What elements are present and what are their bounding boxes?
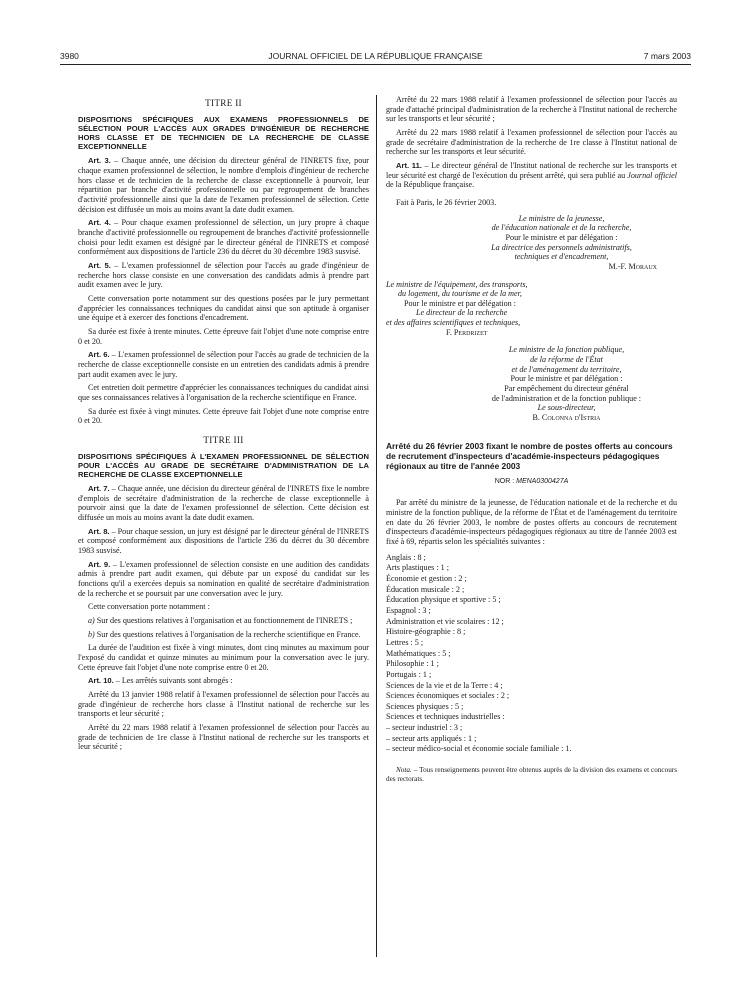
list-item: a) Sur des questions relatives à l'organisation et au fonctionnement de l'INRETS ; <box>88 616 353 626</box>
list-item: – secteur industriel : 3 ; <box>386 723 463 733</box>
article-5: Art. 5. – L'examen professionnel de sélection pour l'accès au grade d'ingénieur de recherche hors classe consiste en une conversation des candidats admis à prendre part audit examen avec le jury. <box>78 261 369 290</box>
article-label: Art. 3. <box>88 156 111 166</box>
arrete-title: Arrêté du 26 février 2003 fixant le nombre de postes offerts au concours de recrutement d'inspecteurs d'académie-inspecteurs pédagogiques régionaux au titre de l'année 2003 <box>386 440 673 471</box>
titre-iii-heading: TITRE III <box>203 434 244 445</box>
signature-block-equipement: Le ministre de l'équipement, des transports, du logement, du tourisme et de la mer, Pour le ministre et par délégation : Le directeur de la recherche et des affaires scientifiques et techniques, F. Perdrizet <box>386 280 677 338</box>
right-column <box>386 95 677 787</box>
nota-footnote: Nota. – Tous renseignements peuvent être obtenus auprès de la division des examens et concours des rectorats. <box>386 766 677 783</box>
paragraph: Cet entretien doit permettre d'apprécier les connaissances techniques du candidat ainsi que ses connaissances relatives à l'organisation de la recherche scientifique en France. <box>78 383 369 402</box>
article-4: Art. 4. – Pour chaque examen professionnel de sélection, un jury propre à chaque branche d'activité professionnelle ou regroupement de branches d'activité professionnelle choisi pour ledit examen est désigné par le directeur général de l'INRETS et composé conformément aux dispositions de l'article 236 du décret du 30 décembre 1983 susvisé. <box>78 218 369 257</box>
signature-block-fonction-publique: Le ministre de la fonction publique, de la réforme de l'État et de l'aménagement du territoire, Pour le ministre et par délégation : Par empêchement du directeur général de l'administration et de la fonction publique : Le sous-directeur, B. Colonna d'Istria <box>386 345 677 422</box>
signatory-name: F. Perdrizet <box>446 327 488 337</box>
article-label: Art. 9. <box>88 559 111 569</box>
list-item: Histoire-géographie : 8 ; <box>386 627 466 637</box>
article-label: Art. 11. <box>396 160 422 170</box>
article-label: Art. 4. <box>88 218 111 228</box>
paragraph: Arrêté du 13 janvier 1988 relatif à l'examen professionnel de sélection pour l'accès au grade d'ingénieur de recherche hors classe à l'Institut national de recherche sur les transports et leur sécurité ; <box>78 689 369 719</box>
list-item: Lettres : 5 ; <box>386 637 424 647</box>
article-label: Art. 5. <box>88 261 111 271</box>
article-7: Art. 7. – Chaque année, une décision du directeur général de l'INRETS fixe le nombre d'emplois de secrétaire d'administration de la recherche de classe exceptionnelle à pourvoir ainsi que la date de l'examen professionnel de sélection. Cette décision est diffusée un mois au moins avant la date dudit examen. <box>78 484 369 523</box>
list-item: Sciences et techniques industrielles : <box>386 712 505 722</box>
page-number: 3980 <box>60 51 79 61</box>
list-item: Mathématiques : 5 ; <box>386 648 451 658</box>
column-divider <box>376 95 377 957</box>
paragraph: Cette conversation porte notamment : <box>88 602 210 612</box>
list-item: Sciences de la vie et de la Terre : 4 ; <box>386 680 503 690</box>
paragraph: Arrêté du 22 mars 1988 relatif à l'examen professionnel de sélection pour l'accès au grade de technicien de 1re classe à l'Institut national de recherche sur les transports et leur sécurité ; <box>78 722 369 752</box>
paragraph: Arrêté du 22 mars 1988 relatif à l'examen professionnel de sélection pour l'accès au grade d'attaché principal d'administration de la recherche à l'Institut national de recherche sur les transports et leur sécurité ; <box>386 95 677 124</box>
list-item: Éducation physique et sportive : 5 ; <box>386 595 501 605</box>
page-header <box>60 51 691 65</box>
article-label: Art. 6. <box>88 350 110 360</box>
specialites-list <box>386 553 677 754</box>
nor-reference: NOR : MENA0300427A <box>494 477 569 485</box>
article-3: Art. 3. – Chaque année, une décision du directeur général de l'INRETS fixe, pour chaque examen professionnel de sélection, le nombre d'emplois d'ingénieur de recherche hors classe et de technicien de la recherche de classe exceptionnelle à pourvoir, leur répartition par branche d'activité professionnelle ou par regroupement de branches d'activité professionnelle ainsi que la date de l'examen professionnel de sélection. Cette décision est diffusée un mois au moins avant la date dudit examen. <box>78 156 369 214</box>
list-item: Administration et vie scolaires : 12 ; <box>386 616 504 626</box>
arrete-intro: Par arrêté du ministre de la jeunesse, de l'éducation nationale et de la recherche et du ministre de la fonction publique, de la réforme de l'État et de l'aménagement du territoire en date du 26 février 2003, le nombre de postes offerts au concours de recrutement d'inspecteurs d'académie-inspecteurs pédagogiques régionaux au titre de l'année 2003 est fixé à 69, répartis selon les spécialités suivantes : <box>386 498 677 546</box>
titre-ii-heading: TITRE II <box>205 98 242 108</box>
list-item: b) Sur des questions relatives à l'organisation de la recherche scientifique en France. <box>88 629 361 639</box>
journal-title: JOURNAL OFFICIEL DE LA RÉPUBLIQUE FRANÇAISE <box>268 51 483 61</box>
article-9: Art. 9. – L'examen professionnel de sélection consiste en une audition des candidats admis à prendre part audit examen, qui débute par un exposé du candidat sur les fonctions qu'il a exercées depuis sa nomination en qualité de secrétaire d'administration de la recherche et se poursuit par une conversation avec le jury. <box>78 559 369 598</box>
section-ii-heading: DISPOSITIONS SPÉCIFIQUES AUX EXAMENS PROFESSIONNELS DE SÉLECTION POUR L'ACCÈS AUX GRADES D'INGÉNIEUR DE RECHERCHE HORS CLASSE ET DE TECHNICIEN DE LA RECHERCHE DE CLASSE EXCEPTIONNELLE <box>78 114 369 152</box>
article-11: Art. 11. – Le directeur général de l'Institut national de recherche sur les transports et leur sécurité est chargé de l'exécution du présent arrêté, qui sera publié au Journal officiel de la République française. <box>386 160 677 190</box>
list-item: Économie et gestion : 2 ; <box>386 573 467 583</box>
list-item: Portugais : 1 ; <box>386 669 432 679</box>
article-label: Art. 8. <box>88 526 110 536</box>
signature-block-education: Le ministre de la jeunesse, de l'éducation nationale et de la recherche, Pour le ministre et par délégation : La directrice des personnels administratifs, techniques et d'encadrement, M.-F. Moraux <box>386 214 677 272</box>
section-iii-heading: DISPOSITIONS SPÉCIFIQUES À L'EXAMEN PROFESSIONNEL DE SÉLECTION POUR L'ACCÈS AU GRADE DE SECRÉTAIRE D'ADMINISTRATION DE LA RECHERCHE DE CLASSE EXCEPTIONNELLE <box>78 451 369 479</box>
list-item: Anglais : 8 ; <box>386 552 426 562</box>
list-item: Éducation musicale : 2 ; <box>386 584 465 594</box>
paragraph: Sa durée est fixée à vingt minutes. Cette épreuve fait l'objet d'une note comprise entre 0 et 20. <box>78 406 369 426</box>
signatory-name: B. Colonna d'Istria <box>532 413 601 423</box>
article-label: Art. 7. <box>88 484 110 494</box>
list-item: – secteur médico-social et économie sociale familiale : 1. <box>386 744 572 754</box>
article-6: Art. 6. – L'examen professionnel de sélection pour l'accès au grade de technicien de la recherche de classe exceptionnelle consiste en un entretien des candidats admis à prendre part audit examen avec le jury. <box>78 350 370 379</box>
paragraph: Arrêté du 22 mars 1988 relatif à l'examen professionnel de sélection pour l'accès au grade de secrétaire d'administration de la recherche de 1re classe à l'Institut national de recherche sur les transports et leur sécurité. <box>386 127 677 157</box>
list-item: Philosophie : 1 ; <box>386 659 439 669</box>
paragraph: Sa durée est fixée à trente minutes. Cette épreuve fait l'objet d'une note comprise entre 0 et 20. <box>78 326 369 346</box>
paragraph: La durée de l'audition est fixée à vingt minutes, dont cinq minutes au maximum pour l'exposé du candidat et quinze minutes au minimum pour la conversation avec le jury. Cette épreuve fait l'objet d'une note comprise entre 0 et 20. <box>78 643 369 672</box>
paragraph: Cette conversation porte notamment sur des questions posées par le jury permettant d'apprécier les connaissances techniques du candidat ainsi que son aptitude à organiser une équipe et à exercer des fonctions d'encadrement. <box>78 294 369 323</box>
list-item: Arts plastiques : 1 ; <box>386 563 449 573</box>
left-column <box>78 95 369 756</box>
article-label: Art. 10. <box>88 676 114 686</box>
list-item: Espagnol : 3 ; <box>386 605 431 615</box>
place-date-line: Fait à Paris, le 26 février 2003. <box>396 197 497 207</box>
list-item: – secteur arts appliqués : 1 ; <box>386 733 477 743</box>
article-10: Art. 10. – Les arrêtés suivants sont abrogés : <box>88 676 233 686</box>
issue-date: 7 mars 2003 <box>643 51 691 61</box>
signatory-name: M.-F. Moraux <box>608 261 657 271</box>
list-item: Sciences économiques et sociales : 2 ; <box>386 691 510 701</box>
list-item: Sciences physiques : 5 ; <box>386 701 464 711</box>
article-8: Art. 8. – Pour chaque session, un jury est désigné par le directeur général de l'INRETS et composé conformément aux dispositions de l'article 236 du décret du 30 décembre 1983 susvisé. <box>78 526 369 556</box>
header-rule <box>60 64 691 65</box>
